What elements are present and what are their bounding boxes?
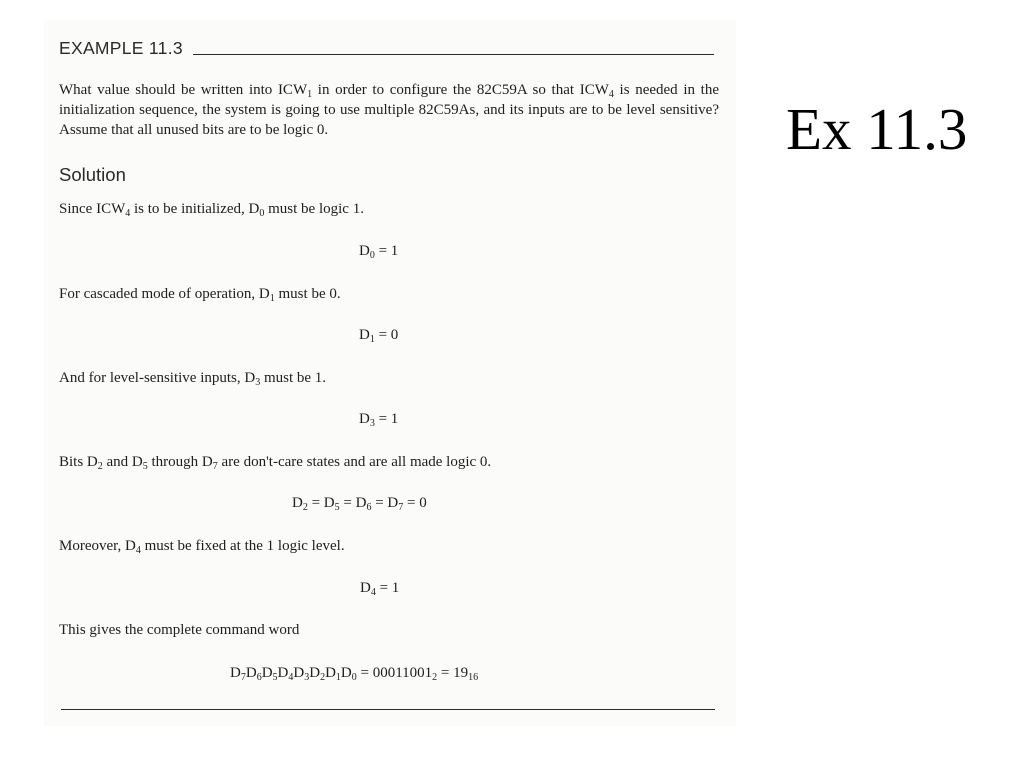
eq-dc-e: = 0: [403, 495, 427, 511]
equation-d3: [359, 411, 398, 428]
step-3-text-a: And for level-sensitive inputs, D: [59, 370, 256, 386]
binary-value: = 00011001: [356, 665, 433, 681]
bit-d6: $D_6$: [245, 665, 262, 683]
step-2-sub-a: 1: [269, 293, 275, 304]
equation-d1: [359, 327, 398, 344]
problem-statement: [59, 80, 719, 140]
step-4-sub-c: 7: [212, 461, 218, 472]
eq-dc-d: = D: [371, 495, 399, 511]
bit-d1: $D_1$: [325, 665, 341, 683]
step-4-text-a: Bits D: [59, 454, 98, 470]
bit-d5: $D_5$: [261, 665, 278, 683]
eq-d4-a: D: [360, 580, 371, 596]
eq-d1-b: = 0: [374, 327, 399, 343]
eq-dc-sub-a: 2: [302, 502, 308, 513]
step-5-text-a: Moreover, D: [59, 538, 136, 554]
step-1-text-b: is to be initialized, D: [130, 201, 260, 217]
step-5-text: [59, 538, 345, 555]
step-1-sub-a: 4: [125, 208, 131, 219]
eq-dc-b: = D: [307, 495, 335, 511]
problem-sub-1: 1: [307, 89, 313, 100]
eq-d0-b: = 1: [374, 243, 399, 259]
eq-d4-sub: 4: [370, 587, 376, 598]
problem-text-3: is needed in the initialization sequence, the system is going to use multiple 82C59As, and its inputs are to be level sensitive? Assume that all unused bits are to be logic 0.: [59, 82, 720, 138]
equation-dont-care: [292, 495, 427, 512]
example-label: EXAMPLE 11.3: [59, 37, 183, 58]
eq-dc-sub-d: 7: [398, 502, 404, 513]
slide-title: Ex 11.3: [786, 96, 968, 162]
step-2-text: [59, 286, 341, 303]
step-4-text-c: through D: [147, 454, 213, 470]
bit-d2: $D_2$: [309, 665, 326, 683]
step-1-text-c: must be logic 1.: [264, 201, 364, 217]
bit-d0: $D_0$: [340, 665, 357, 683]
step-5-sub-a: 4: [135, 545, 141, 556]
equation-command-word: [230, 665, 478, 682]
eq-dc-sub-b: 5: [334, 502, 340, 513]
step-4-text-b: and D: [102, 454, 143, 470]
eq-dc-c: = D: [339, 495, 367, 511]
step-6-text: This gives the complete command word: [59, 622, 300, 638]
bit-d7: $D_7$: [230, 665, 246, 683]
problem-sub-2: 4: [608, 89, 614, 100]
eq-d0-a: D: [359, 243, 370, 259]
problem-text-2: in order to configure the 82C59A so that ICW: [312, 82, 609, 98]
eq-dc-sub-c: 6: [366, 502, 372, 513]
equation-d0: [359, 243, 398, 260]
header-rule: [193, 54, 714, 55]
problem-text-1: What value should be written into ICW: [59, 82, 308, 98]
eq-d1-a: D: [359, 327, 370, 343]
equation-d4: [360, 580, 399, 597]
step-3-text: [59, 370, 326, 387]
binary-base: 2: [432, 672, 438, 683]
step-4-text-d: are don't-care states and are all made logic 0.: [217, 454, 492, 470]
step-2-text-b: must be 0.: [274, 286, 341, 302]
step-3-sub-a: 3: [255, 377, 261, 388]
step-2-text-a: For cascaded mode of operation, D: [59, 286, 270, 302]
solution-heading: Solution: [59, 164, 126, 185]
step-5-text-b: must be fixed at the 1 logic level.: [140, 538, 345, 554]
step-4-sub-b: 5: [142, 461, 148, 472]
eq-dc-a: D: [292, 495, 303, 511]
step-1-text-a: Since ICW: [59, 201, 126, 217]
bottom-rule: [61, 709, 715, 710]
step-1-text: [59, 201, 364, 218]
step-4-text: [59, 454, 491, 471]
eq-d3-b: = 1: [374, 411, 399, 427]
step-4-sub-a: 2: [97, 461, 103, 472]
eq-d3-a: D: [359, 411, 370, 427]
bit-d3: $D_3$: [293, 665, 310, 683]
hex-base: 16: [468, 672, 479, 683]
eq-d3-sub: 3: [369, 418, 375, 429]
eq-d1-sub: 1: [369, 334, 375, 345]
hex-value: = 19: [437, 665, 469, 681]
step-3-text-b: must be 1.: [260, 370, 327, 386]
eq-d0-sub: 0: [369, 250, 375, 261]
step-1-sub-b: 0: [259, 208, 265, 219]
bit-d4: $D_4$: [277, 665, 294, 683]
example-header: [59, 33, 714, 57]
eq-d4-b: = 1: [375, 580, 400, 596]
